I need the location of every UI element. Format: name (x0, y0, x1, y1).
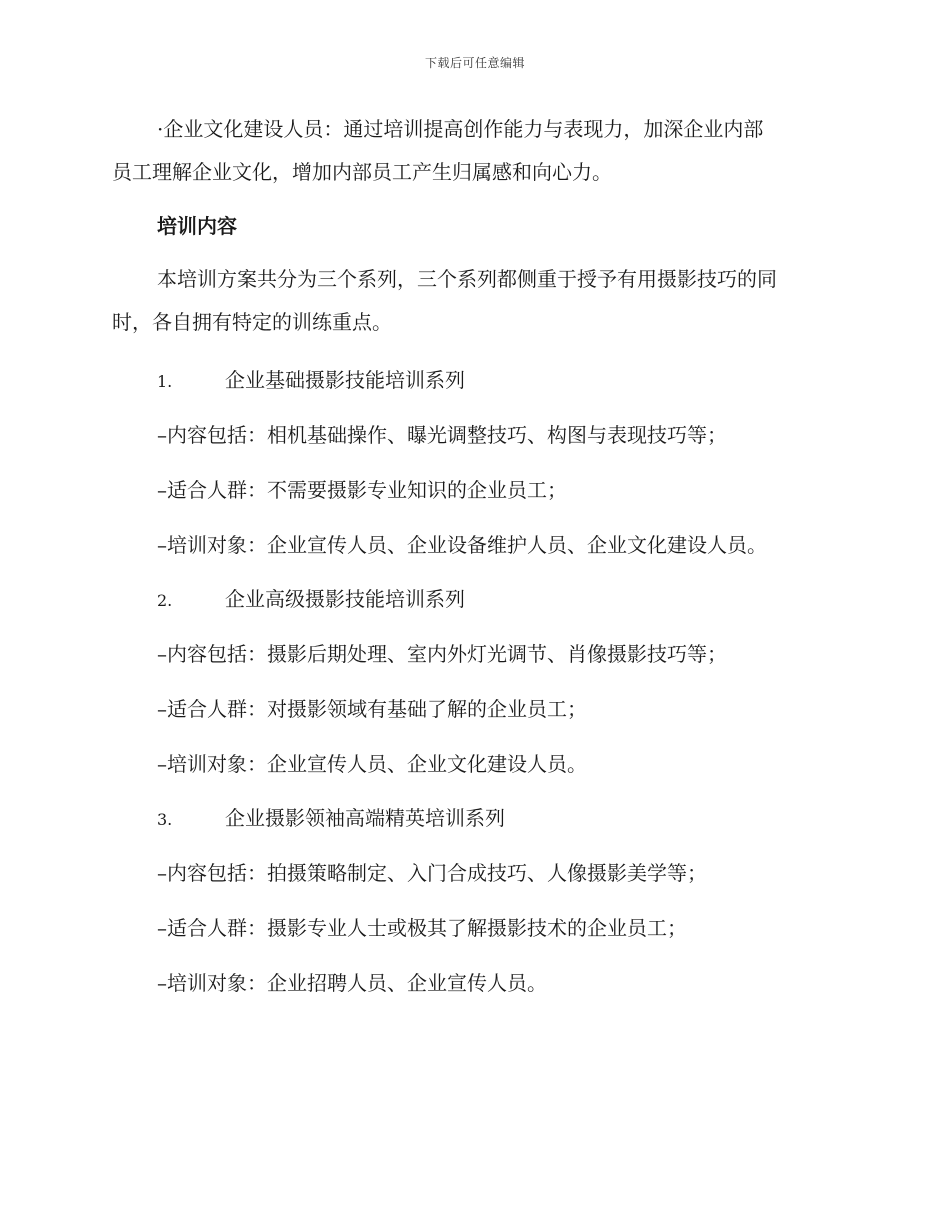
series-2-title-row (157, 583, 465, 612)
series-1-content: –内容包括：相机基础操作、曝光调整技巧、构图与表现技巧等； (157, 423, 727, 447)
series-3-audience: –适合人群：摄影专业人士或极其了解摄影技术的企业员工； (157, 916, 687, 940)
series-3-target: –培训对象：企业招聘人员、企业宣传人员。 (157, 971, 547, 995)
series-1-title-row (157, 364, 465, 393)
series-2-content: –内容包括：摄影后期处理、室内外灯光调节、肖像摄影技巧等； (157, 642, 727, 666)
overview-paragraph-line-1: 本培训方案共分为三个系列，三个系列都侧重于授予有用摄影技巧的同 (157, 267, 777, 291)
series-1-audience: –适合人群：不需要摄影专业知识的企业员工； (157, 478, 567, 502)
intro-paragraph (112, 108, 832, 194)
section-heading: 培训内容 (157, 214, 237, 238)
intro-paragraph-line-2: 员工理解企业文化，增加内部员工产生归属感和向心力。 (112, 160, 612, 184)
series-2-title: 企业高级摄影技能培训系列 (225, 587, 465, 611)
series-1-number: 1. (157, 372, 173, 391)
intro-paragraph-line-1: ·企业文化建设人员：通过培训提高创作能力与表现力，加深企业内部 (157, 117, 764, 141)
series-1-title: 企业基础摄影技能培训系列 (225, 368, 465, 392)
series-2-number: 2. (157, 591, 173, 610)
series-3-number: 3. (157, 810, 173, 829)
series-1-target: –培训对象：企业宣传人员、企业设备维护人员、企业文化建设人员。 (157, 533, 767, 557)
overview-paragraph-line-2: 时，各自拥有特定的训练重点。 (112, 310, 392, 334)
series-3-title: 企业摄影领袖高端精英培训系列 (225, 806, 505, 830)
series-3-content: –内容包括：拍摄策略制定、入门合成技巧、人像摄影美学等； (157, 861, 707, 885)
series-2-audience: –适合人群：对摄影领域有基础了解的企业员工； (157, 697, 587, 721)
overview-paragraph (112, 258, 832, 344)
series-2-target: –培训对象：企业宣传人员、企业文化建设人员。 (157, 752, 587, 776)
series-3-title-row (157, 802, 505, 831)
page-header: 下载后可任意编辑 (424, 56, 525, 70)
